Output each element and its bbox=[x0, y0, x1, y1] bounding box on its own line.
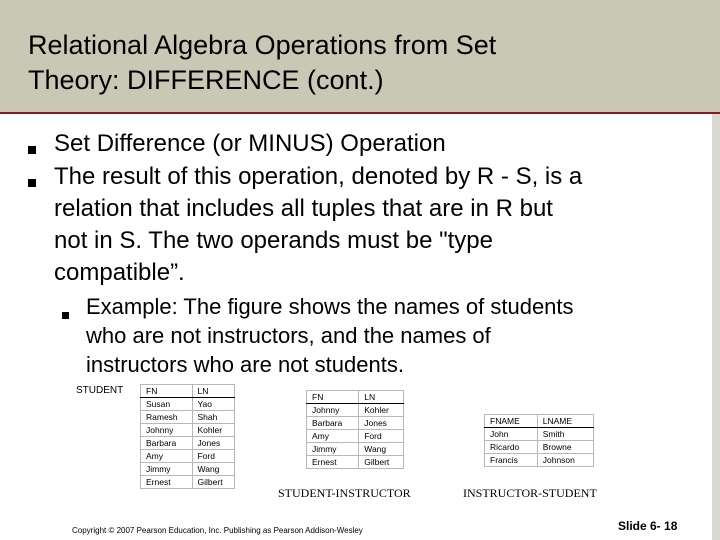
table-cell: Jones bbox=[192, 437, 234, 450]
bullet-2-line: compatible”. bbox=[54, 259, 185, 286]
copyright-footer: Copyright © 2007 Pearson Education, Inc. Publishing as Pearson Addison-Wesley bbox=[72, 526, 363, 535]
slide-title bbox=[28, 28, 688, 98]
sub-bullet-line: who are not instructors, and the names of bbox=[86, 323, 491, 348]
table-cell: Jones bbox=[359, 417, 404, 430]
title-divider bbox=[0, 112, 720, 114]
table-row bbox=[141, 437, 235, 450]
bullet-2-line: relation that includes all tuples that are in R but bbox=[54, 195, 553, 222]
table-row bbox=[307, 443, 404, 456]
student-table-label: STUDENT bbox=[76, 385, 124, 396]
table-cell: Smith bbox=[537, 428, 593, 441]
table-row bbox=[485, 454, 594, 467]
title-line-2: Theory: DIFFERENCE (cont.) bbox=[28, 65, 384, 95]
table-cell: Yao bbox=[192, 398, 234, 411]
table-cell: Gilbert bbox=[192, 476, 234, 489]
column-header: LN bbox=[359, 391, 404, 404]
bullet-marker bbox=[28, 146, 36, 154]
column-header: FNAME bbox=[485, 415, 538, 428]
table-row bbox=[141, 450, 235, 463]
slide-number: Slide 6- 18 bbox=[618, 519, 678, 533]
table-row bbox=[307, 430, 404, 443]
table-cell: Ernest bbox=[307, 456, 359, 469]
instructor-minus-student-table bbox=[484, 414, 594, 467]
table-header-row bbox=[141, 385, 235, 398]
table-cell: Ernest bbox=[141, 476, 193, 489]
table-cell: Ford bbox=[192, 450, 234, 463]
sub-bullet-marker bbox=[62, 312, 69, 319]
student-minus-instructor-table bbox=[306, 390, 404, 469]
table-cell: Johnny bbox=[307, 404, 359, 417]
table-row bbox=[141, 411, 235, 424]
table-row bbox=[141, 398, 235, 411]
sub-bullet-line: Example: The figure shows the names of students bbox=[86, 294, 574, 319]
table-cell: Barbara bbox=[141, 437, 193, 450]
column-header: LN bbox=[192, 385, 234, 398]
table-cell: Amy bbox=[141, 450, 193, 463]
table-cell: John bbox=[485, 428, 538, 441]
table-row bbox=[141, 463, 235, 476]
column-header: FN bbox=[141, 385, 193, 398]
sub-bullet-line: instructors who are not students. bbox=[86, 352, 404, 377]
table-header-row bbox=[307, 391, 404, 404]
table-cell: Shah bbox=[192, 411, 234, 424]
table-row bbox=[307, 404, 404, 417]
right-edge-strip bbox=[712, 114, 720, 540]
table-cell: Browne bbox=[537, 441, 593, 454]
table-cell: Susan bbox=[141, 398, 193, 411]
bullet-1-line: Set Difference (or MINUS) Operation bbox=[54, 130, 446, 157]
student-minus-instructor-caption: STUDENT-INSTRUCTOR bbox=[278, 486, 411, 500]
table-row bbox=[485, 441, 594, 454]
bullet-text-1 bbox=[54, 128, 446, 160]
table-cell: Ramesh bbox=[141, 411, 193, 424]
bullet-marker bbox=[28, 179, 36, 187]
column-header: FN bbox=[307, 391, 359, 404]
table-cell: Kohler bbox=[192, 424, 234, 437]
table-cell: Gilbert bbox=[359, 456, 404, 469]
table-row bbox=[485, 428, 594, 441]
instructor-minus-student-caption: INSTRUCTOR-STUDENT bbox=[463, 486, 597, 500]
table-cell: Ford bbox=[359, 430, 404, 443]
table-cell: Wang bbox=[359, 443, 404, 456]
table-cell: Wang bbox=[192, 463, 234, 476]
table-cell: Ricardo bbox=[485, 441, 538, 454]
table-cell: Francis bbox=[485, 454, 538, 467]
bullet-text-2 bbox=[54, 161, 582, 289]
student-table bbox=[140, 384, 235, 489]
column-header: LNAME bbox=[537, 415, 593, 428]
table-row bbox=[141, 476, 235, 489]
bullet-2-line: not in S. The two operands must be "type bbox=[54, 227, 493, 254]
table-cell: Amy bbox=[307, 430, 359, 443]
table-row bbox=[307, 417, 404, 430]
sub-bullet-text bbox=[86, 292, 574, 379]
table-cell: Kohler bbox=[359, 404, 404, 417]
table-cell: Johnson bbox=[537, 454, 593, 467]
table-cell: Jimmy bbox=[141, 463, 193, 476]
table-header-row bbox=[485, 415, 594, 428]
table-cell: Jimmy bbox=[307, 443, 359, 456]
table-row bbox=[307, 456, 404, 469]
bullet-2-line: The result of this operation, denoted by R - S, is a bbox=[54, 163, 583, 190]
table-cell: Barbara bbox=[307, 417, 359, 430]
table-cell: Johnny bbox=[141, 424, 193, 437]
table-row bbox=[141, 424, 235, 437]
title-line-1: Relational Algebra Operations from Set bbox=[28, 30, 497, 60]
